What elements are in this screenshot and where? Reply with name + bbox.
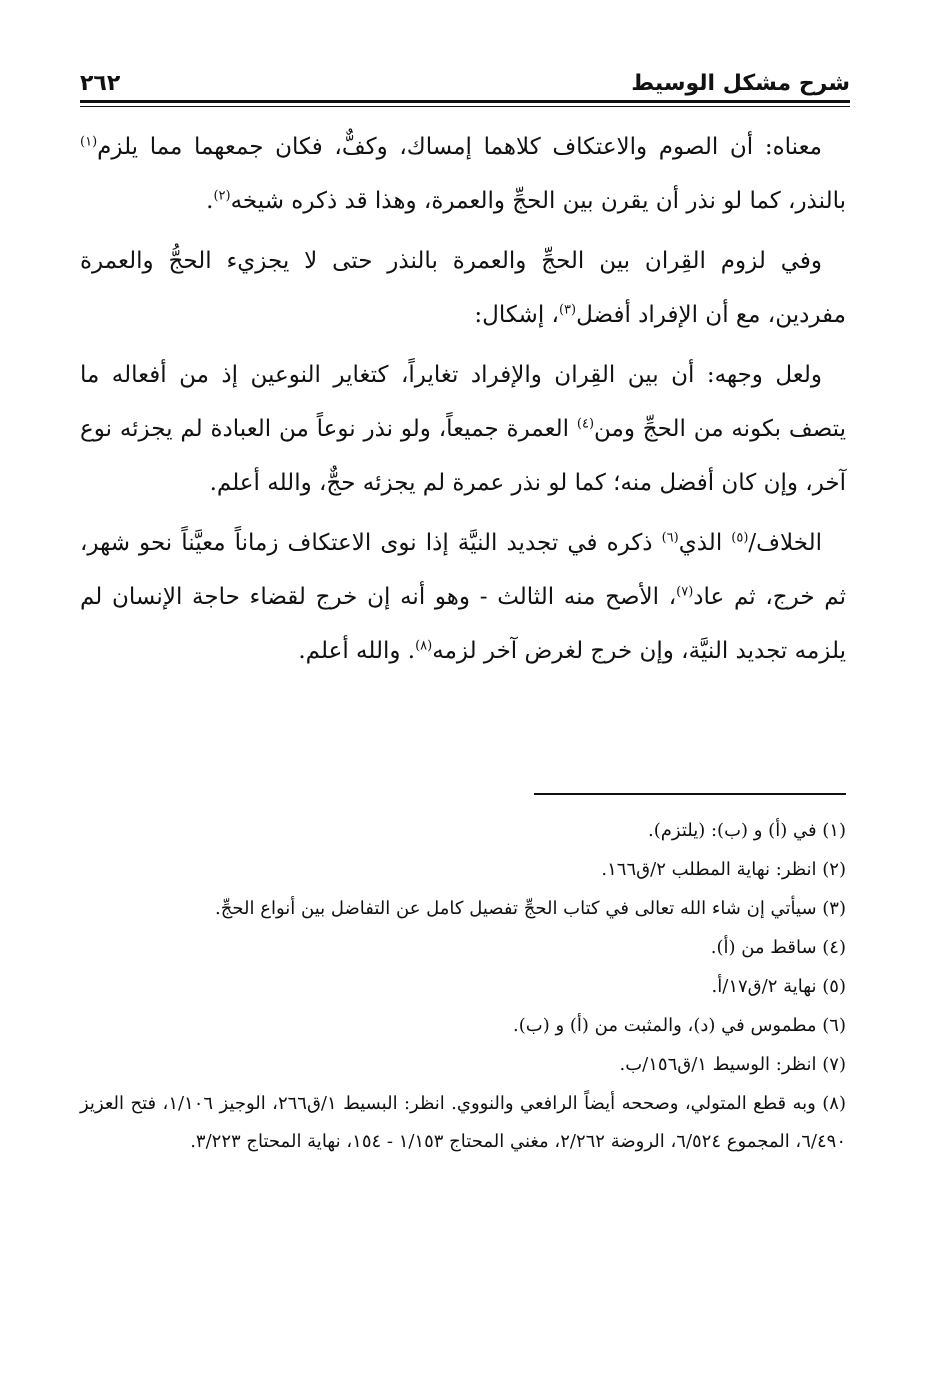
paragraph-text: ولعل وجهه: أن بين القِران والإفراد تغايراً، كتغاير النوعين إذ من أفعاله ما يتصف بكونه من الحجِّ ومن (80, 362, 846, 442)
page-number: ٢٦٢ (80, 71, 121, 96)
paragraph-text: بالنذر، كما لو نذر أن يقرن بين الحجِّ والعمرة، وهذا قد ذكره شيخه (230, 188, 846, 214)
footnote: (٦) مطموس في (د)، والمثبت من (أ) و (ب). (513, 1015, 846, 1036)
footnote: (٤) ساقط من (أ). (710, 937, 846, 958)
paragraph-text: الخلاف/ (748, 530, 822, 556)
footnote-separator (534, 793, 846, 795)
body-text (80, 120, 846, 684)
footnote: (٥) نهاية ٢/ق١٧/أ. (711, 976, 846, 997)
footnote: (٧) انظر: الوسيط ١/ق١٥٦/ب. (619, 1054, 846, 1075)
paragraph (80, 348, 846, 510)
paragraph-text: . (206, 188, 214, 214)
paragraph-text: . والله أعلم. (298, 638, 416, 664)
header-rule-thick (80, 100, 850, 103)
paragraph (80, 516, 846, 678)
paragraph-text: العمرة جميعاً، ولو نذر نوعاً من العبادة لم يجزئه نوع آخر، وإن كان أفضل منه؛ كما لو نذر عمرة لم يجزئه حجٌّ، والله أعلم. (80, 416, 846, 496)
footnote-marker: (٦) (661, 530, 679, 546)
book-title: شرح مشكل الوسيط (631, 71, 850, 96)
paragraph-text: ذكره في تجديد النيَّة إذا نوى الاعتكاف زماناً معيَّناً نحو شهر، ثم خرج، ثم عاد (80, 530, 846, 610)
footnote-marker: (٧) (676, 584, 694, 600)
paragraph-text: الذي (678, 530, 732, 556)
header-rule-thin (80, 106, 850, 107)
footnote-marker: (١) (80, 134, 98, 150)
footnote-marker: (٣) (558, 302, 577, 318)
footnote-marker: (٥) (731, 530, 749, 546)
paragraph-text: معناه: أن الصوم والاعتكاف كلاهما إمساك، وكفٌّ، فكان جمعهما مما يلزم (97, 134, 822, 160)
footnote: (٢) انظر: نهاية المطلب ٢/ق١٦٦. (601, 859, 846, 880)
footnote-marker: (٨) (415, 638, 433, 654)
footnote: (١) في (أ) و (ب): (يلتزم). (648, 820, 846, 841)
paragraph-text: ، إشكال: (474, 302, 559, 328)
paragraph-text: ، الأصح منه الثالث - وهو أنه إن خرج لقضاء حاجة الإنسان لم يلزمه تجديد النيَّة، وإن خرج لغرض آخر لزمه (80, 584, 846, 664)
page-header (80, 62, 850, 96)
paragraph-text: وفي لزوم القِران بين الحجِّ والعمرة بالنذر حتى لا يجزيء الحجُّ والعمرة مفردين، مع أن الإفراد أفضل (80, 248, 846, 328)
footnote-marker: (٢) (213, 188, 231, 204)
paragraph (80, 234, 846, 342)
paragraph (80, 120, 846, 228)
footnote: (٣) سيأتي إن شاء الله تعالى في كتاب الحجِّ تفصيل كامل عن التفاضل بين أنواع الحجِّ. (215, 898, 846, 919)
footnotes (80, 812, 846, 1162)
footnote: (٨) وبه قطع المتولي، وصححه أيضاً الرافعي والنووي. انظر: البسيط ١/ق٢٦٦، الوجيز ١/١٠٦، فتح العزيز ٦/٤٩٠، المجموع ٦/٥٢٤، الروضة ٢/٢٦٢، مغني المحتاج ١/١٥٣ - ١٥٤، نهاية المحتاج ٣/٢٢٣. (80, 1093, 846, 1152)
footnote-marker: (٤) (576, 416, 595, 432)
